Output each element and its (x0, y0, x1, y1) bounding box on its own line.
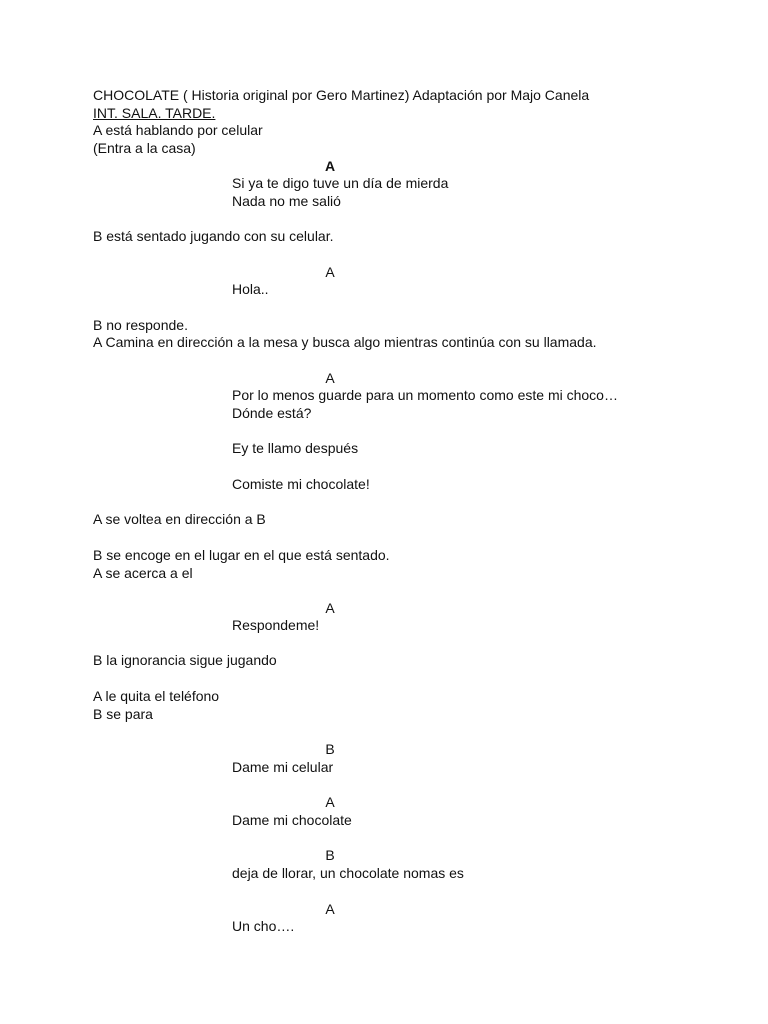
action-line: B no responde. (93, 317, 188, 333)
parenthetical-line: (Entra a la casa) (93, 140, 196, 156)
dialogue-line: deja de llorar, un chocolate nomas es (232, 865, 464, 881)
dialogue-line: Por lo menos guarde para un momento como este mi choco… (232, 387, 618, 403)
dialogue-line: Dame mi chocolate (232, 812, 352, 828)
action-line: B la ignorancia sigue jugando (93, 652, 277, 668)
action-line: A se acerca a el (93, 565, 193, 581)
character-name: A (325, 264, 335, 280)
action-line: B se encoge en el lugar en el que está sentado. (93, 547, 390, 563)
character-name: A (325, 600, 335, 616)
character-name: A (325, 370, 335, 386)
character-name: B (325, 847, 335, 863)
action-line: A se voltea en dirección a B (93, 511, 266, 527)
action-line: B se para (93, 706, 153, 722)
title-line: CHOCOLATE ( Historia original por Gero Martinez) Adaptación por Majo Canela (93, 87, 590, 103)
character-name: A (324, 158, 336, 174)
dialogue-line: Comiste mi chocolate! (232, 476, 370, 492)
action-line: A Camina en dirección a la mesa y busca algo mientras continúa con su llamada. (93, 334, 597, 350)
dialogue-line: Dónde está? (232, 405, 312, 421)
dialogue-line: Respondeme! (232, 617, 320, 633)
dialogue-line: Si ya te digo tuve un día de mierda (232, 175, 449, 191)
action-line: B está sentado jugando con su celular. (93, 228, 334, 244)
dialogue-line: Nada no me salió (232, 193, 341, 209)
character-name: A (325, 901, 335, 917)
dialogue-line: Hola.. (232, 281, 269, 297)
scene-heading: INT. SALA. TARDE. (93, 105, 216, 121)
character-name: B (325, 741, 335, 757)
dialogue-line: Ey te llamo después (232, 440, 359, 456)
action-line: A está hablando por celular (93, 122, 263, 138)
action-line: A le quita el teléfono (93, 688, 220, 704)
dialogue-line: Dame mi celular (232, 759, 334, 775)
dialogue-line: Un cho…. (232, 918, 295, 934)
character-name: A (325, 794, 335, 810)
